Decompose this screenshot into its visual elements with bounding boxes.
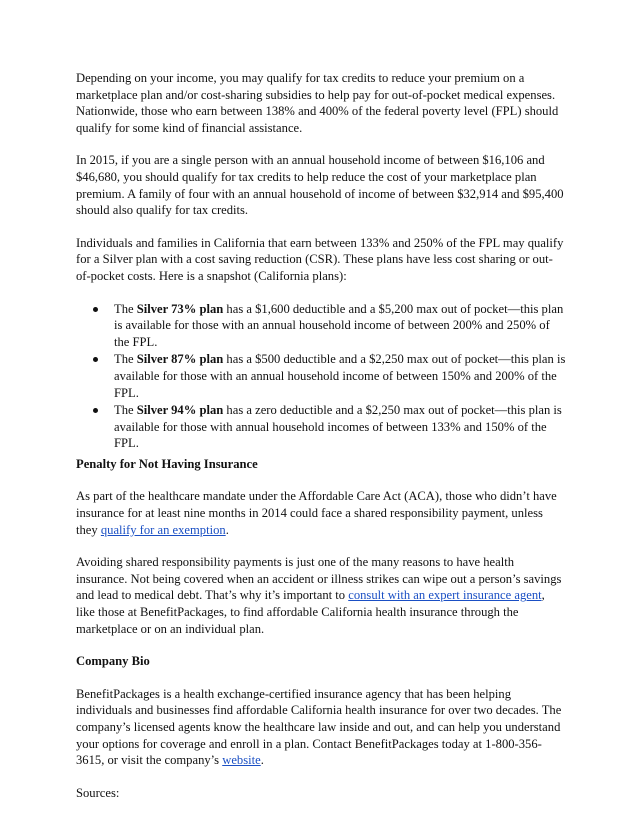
plan-name: Silver 87% plan (136, 352, 224, 367)
exemption-link[interactable]: qualify for an exemption (100, 522, 226, 537)
paragraph-aca-mandate: As part of the healthcare mandate under the Affordable Care Act (ACA), those who didn’t have insurance for at least nine months in 2014 could face a shared responsibility payment, unless they qualify for an exemption. (76, 489, 557, 537)
list-item: The Silver 73% plan has a $1,600 deductible and a $5,200 max out of pocket—this plan is available for those with an annual household income of between 200% and 250% of the FPL. (76, 301, 566, 351)
document-page (76, 70, 566, 817)
bullet-icon (93, 408, 98, 413)
bullet-icon (93, 307, 98, 312)
plan-name: Silver 94% plan (136, 403, 224, 418)
paragraph-avoid-payments: Avoiding shared responsibility payments is just one of the many reasons to have health insurance. Not being covered when an accident or illness strikes can wipe out a person’s savings and lead to medical debt. That’s why it’s important to consult with an expert insurance agent, like those at BenefitPackages, to find affordable California health insurance through the marketplace or on an individual plan. (76, 555, 562, 636)
silver-plans-list (76, 301, 566, 452)
list-item: The Silver 94% plan has a zero deductible and a $2,250 max out of pocket—this plan is available for those with annual household incomes of between 133% and 150% of the FPL. (76, 402, 566, 452)
plan-name: Silver 73% plan (136, 301, 224, 316)
paragraph-company-bio: BenefitPackages is a health exchange-certified insurance agency that has been helping individuals and businesses find affordable California health insurance for over two decades. The company’s licensed agents know the healthcare law inside and out, and can help you understand your options for coverage and enroll in a plan. Contact BenefitPackages today at 1-800-356-3615, or visit the company’s website. (76, 686, 562, 768)
heading-company-bio: Company Bio (76, 654, 150, 669)
expert-agent-link[interactable]: consult with an expert insurance agent (348, 588, 542, 603)
list-item: The Silver 87% plan has a $500 deductible and a $2,250 max out of pocket—this plan is available for those with an annual household income of between 150% and 200% of the FPL. (76, 351, 566, 401)
paragraph-2015-tax-credits: In 2015, if you are a single person with an annual household income of between $16,106 and $46,680, you should qualify for tax credits to help reduce the cost of your marketplace plan premium. A family of four with an annual household of income of between $32,914 and $95,400 should also qualify for tax credits. (76, 153, 564, 218)
paragraph-financial-assistance: Depending on your income, you may qualify for tax credits to reduce your premium on a marketplace plan and/or cost-sharing subsidies to help pay for out-of-pocket medical expenses. Nationwide, those who earn between 138% and 400% of the federal poverty level (FPL) should qualify for some kind of financial assistance. (76, 71, 559, 135)
paragraph-california-silver-plans: Individuals and families in California that earn between 133% and 250% of the FPL may qualify for a Silver plan with a cost saving reduction (CSR). These plans have less cost sharing or out-of-pocket costs. Here is a snapshot (California plans): (76, 235, 564, 283)
bullet-icon (93, 357, 98, 362)
heading-penalty: Penalty for Not Having Insurance (76, 456, 258, 471)
sources-label: Sources: (76, 785, 120, 800)
website-link[interactable]: website (222, 753, 261, 768)
